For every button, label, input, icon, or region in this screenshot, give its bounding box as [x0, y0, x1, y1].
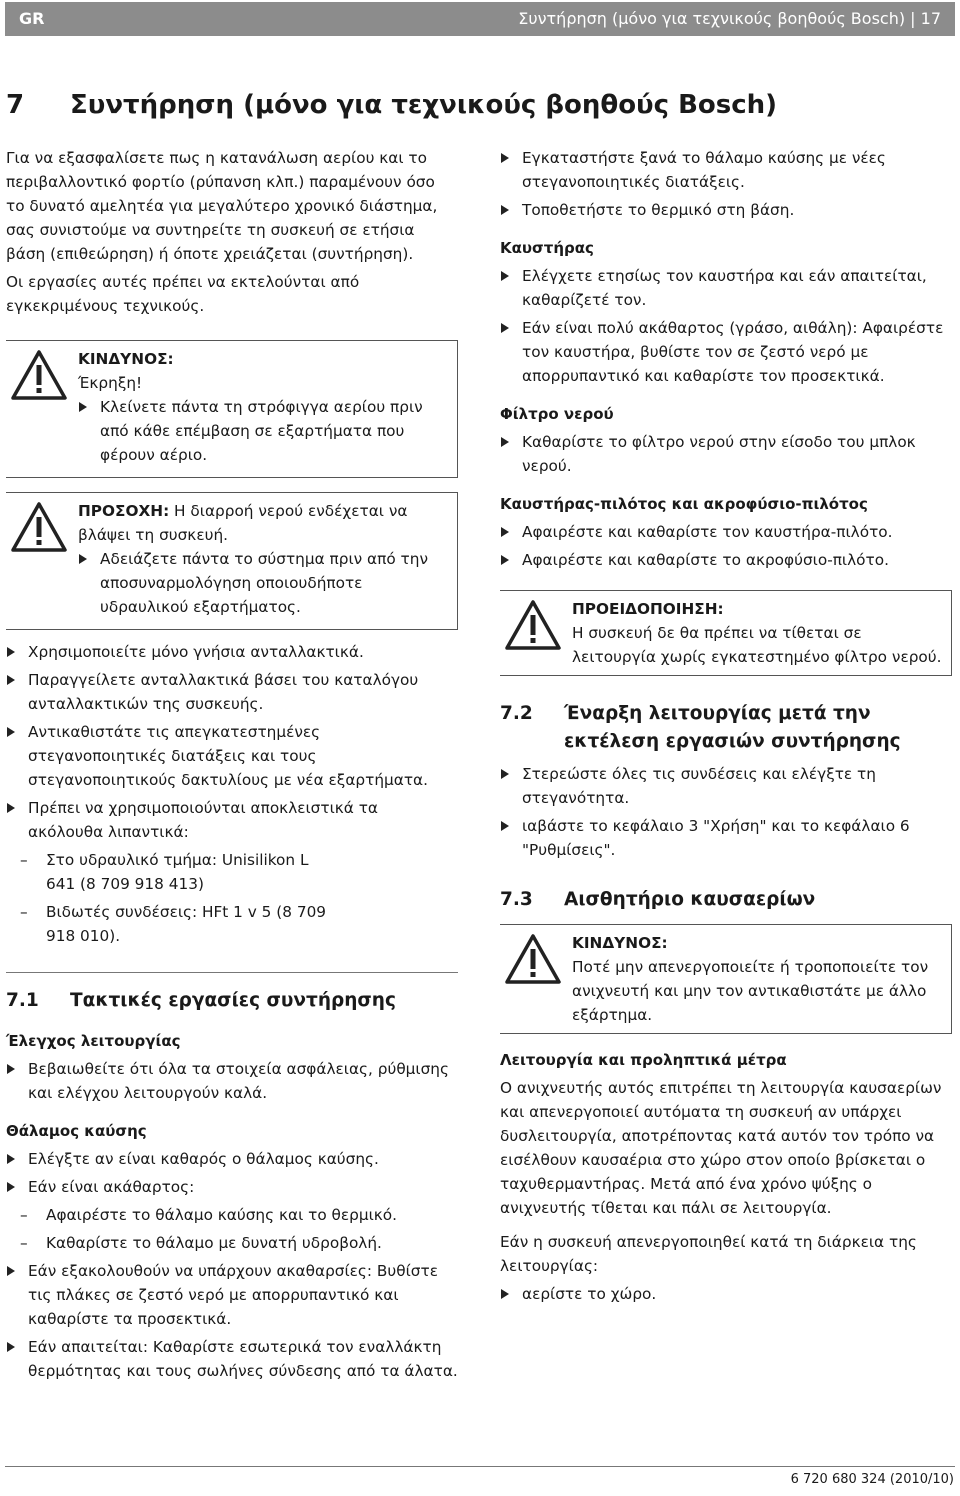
section-divider — [6, 972, 458, 973]
section-number: 7.3 — [500, 889, 533, 910]
language-code: GR — [19, 9, 45, 28]
list-item: Παραγγείλετε ανταλλακτικά βάσει του καταλόγου ανταλλακτικών της συσκευής. — [6, 668, 458, 716]
danger-notice — [6, 340, 458, 478]
section-title: Αισθητήριο καυσαερίων — [564, 889, 816, 910]
section-number: 7.2 — [500, 703, 533, 724]
list-item: Αφαιρέστε και καθαρίστε το ακροφύσιο-πιλότο. — [500, 548, 952, 572]
header-title: Συντήρηση (μόνο για τεχνικούς βοηθούς Bosch) | 17 — [518, 9, 941, 28]
caution-bullet: Αδειάζετε πάντα το σύστημα πριν από την αποσυναρμολόγηση οποιουδήποτε υδραυλικού εξαρτήματος. — [78, 547, 451, 619]
section-title: Έναρξη λειτουργίας μετά την εκτέλεση εργασιών συντήρησης — [564, 703, 901, 752]
danger-bullet: Κλείνετε πάντα τη στρόφιγγα αερίου πριν από κάθε επέμβαση σε εξαρτήματα που φέρουν αέριο. — [78, 395, 451, 467]
lubricant-item: – Βιδωτές συνδέσεις: HFt 1 v 5 (8 709 918 010). — [6, 900, 458, 948]
list-item: Χρησιμοποιείτε μόνο γνήσια ανταλλακτικά. — [6, 640, 458, 664]
chapter-title: Συντήρηση (μόνο για τεχνικούς βοηθούς Bosch) — [70, 90, 778, 120]
left-column — [6, 146, 458, 1387]
subheading-combustion-chamber: Θάλαμος καύσης — [6, 1122, 147, 1140]
list-item: ιαβάστε το κεφάλαιο 3 "Χρήση" και το κεφάλαιο 6 "Ρυθμίσεις". — [500, 814, 952, 862]
warning-triangle-icon — [10, 349, 68, 408]
warning-notice — [500, 590, 952, 676]
section-heading-7-2 — [500, 700, 952, 756]
operation-paragraph-2: Εάν η συσκευή απενεργοποιηθεί κατά τη διάρκεια της λειτουργίας: — [500, 1233, 917, 1275]
list-item: Εάν είναι πολύ ακάθαρτος (γράσο, αιθάλη): Αφαιρέστε τον καυστήρα, βυθίστε τον σε ζεστό νερό με απορρυπαντικό και καθαρίστε τον προσεκτικά. — [500, 316, 952, 388]
list-item: Πρέπει να χρησιμοποιούνται αποκλειστικά τα ακόλουθα λιπαντικά: — [6, 796, 458, 844]
danger-notice-2 — [500, 924, 952, 1034]
list-item: Εάν απαιτείται: Καθαρίστε εσωτερικά τον εναλλάκτη θερμότητας και τους σωλήνες σύνδεσης από τα άλατα. — [6, 1335, 458, 1383]
caution-notice — [6, 492, 458, 630]
warning-keyword: ΠΡΟΕΙΔΟΠΟΙΗΣΗ: — [572, 600, 724, 618]
section-number: 7.1 — [6, 990, 39, 1011]
section-heading-7-3 — [500, 886, 952, 914]
caution-keyword: ΠΡΟΣΟΧΗ: — [78, 502, 170, 520]
chapter-heading — [6, 90, 777, 120]
list-item: Στερεώστε όλες τις συνδέσεις και ελέγξτε τη στεγανότητα. — [500, 762, 952, 810]
chapter-number: 7 — [6, 90, 25, 120]
sub-list-item: – Αφαιρέστε το θάλαμο καύσης και το θερμικό. — [6, 1203, 458, 1227]
right-column — [500, 146, 952, 1310]
list-item: Ελέγξτε αν είναι καθαρός ο θάλαμος καύσης. — [6, 1147, 458, 1171]
list-item: αερίστε το χώρο. — [500, 1282, 952, 1306]
subheading-pilot: Καυστήρας-πιλότος και ακροφύσιο-πιλότος — [500, 495, 868, 513]
subheading-operation: Λειτουργία και προληπτικά μέτρα — [500, 1051, 787, 1069]
list-item: Εγκαταστήστε ξανά το θάλαμο καύσης με νέες στεγανοποιητικές διατάξεις. — [500, 146, 952, 194]
subheading-function-check: Έλεγχος λειτουργίας — [6, 1032, 181, 1050]
footer-divider — [5, 1466, 955, 1467]
list-item: Αφαιρέστε και καθαρίστε τον καυστήρα-πιλότο. — [500, 520, 952, 544]
caution-text: Η διαρροή νερού ενδέχεται να βλάψει τη συσκευή. — [78, 502, 408, 544]
sub-list-item: – Καθαρίστε το θάλαμο με δυνατή υδροβολή. — [6, 1231, 458, 1255]
list-item: Αντικαθιστάτε τις απεγκατεστημένες στεγανοποιητικές διατάξεις και τους στεγανοποιητικούς δακτυλίους με νέα εξαρτήματα. — [6, 720, 458, 792]
warning-text: Η συσκευή δε θα πρέπει να τίθεται σε λειτουργία χωρίς εγκατεστημένο φίλτρο νερού. — [572, 624, 942, 666]
danger-line: Έκρηξη! — [78, 374, 143, 392]
danger-keyword: ΚΙΝΔΥΝΟΣ: — [78, 350, 174, 368]
list-item: Καθαρίστε το φίλτρο νερού στην είσοδο του μπλοκ νερού. — [500, 430, 952, 478]
page-header — [5, 2, 955, 36]
lubricant-item: – Στο υδραυλικό τμήμα: Unisilikon L 641 (8 709 918 413) — [6, 848, 458, 896]
subheading-water-filter: Φίλτρο νερού — [500, 405, 614, 423]
list-item: Τοποθετήστε το θερμικό στη βάση. — [500, 198, 952, 222]
warning-triangle-icon — [504, 599, 562, 658]
section-title: Τακτικές εργασίες συντήρησης — [70, 990, 396, 1011]
intro-paragraph-2: Οι εργασίες αυτές πρέπει να εκτελούνται από εγκεκριμένους τεχνικούς. — [6, 273, 360, 315]
warning-triangle-icon — [504, 933, 562, 992]
danger-text: Ποτέ μην απενεργοποιείτε ή τροποποιείτε τον ανιχνευτή και μην τον αντικαθιστάτε με άλλο εξάρτημα. — [572, 958, 929, 1024]
intro-paragraph: Για να εξασφαλίσετε πως η κατανάλωση αερίου και το περιβαλλοντικό φορτίο (ρύπανση κλπ.) παραμένουν όσο το δυνατό αμελητέα για μεγαλύτερο χρονικό διάστημα, σας συνιστούμε να συντηρείτε τη συσκευή σε ετήσια βάση (επιθεώρηση) ή όποτε χρειάζεται (συντήρηση). — [6, 149, 438, 263]
danger-keyword: ΚΙΝΔΥΝΟΣ: — [572, 934, 668, 952]
section-heading-7-1 — [6, 987, 458, 1015]
operation-paragraph: Ο ανιχνευτής αυτός επιτρέπει τη λειτουργία καυσαερίων και απενεργοποιεί αυτόματα τη συσκευή αν υπάρχει δυσλειτουργία, αποτρέποντας κατά αυτόν τον τρόπο να εισέλθουν καυσαέρια στο χώρο στον οποίο βρίσκεται ο ταχυθερμαντήρας. Μετά από ένα χρόνο ψύξης ο ανιχνευτής τίθεται και πάλι σε λειτουργία. — [500, 1079, 942, 1217]
list-item: Ελέγχετε ετησίως τον καυστήρα και εάν απαιτείται, καθαρίζετέ τον. — [500, 264, 952, 312]
list-item: Βεβαιωθείτε ότι όλα τα στοιχεία ασφάλειας, ρύθμισης και ελέγχου λειτουργούν καλά. — [6, 1057, 458, 1105]
list-item: Εάν εξακολουθούν να υπάρχουν ακαθαρσίες: Βυθίστε τις πλάκες σε ζεστό νερό με απορρυπαντικό και καθαρίστε τα προσεκτικά. — [6, 1259, 458, 1331]
document-number: 6 720 680 324 (2010/10) — [790, 1472, 954, 1487]
subheading-burner: Καυστήρας — [500, 239, 594, 257]
warning-triangle-icon — [10, 501, 68, 560]
list-item: Εάν είναι ακάθαρτος: — [6, 1175, 458, 1199]
